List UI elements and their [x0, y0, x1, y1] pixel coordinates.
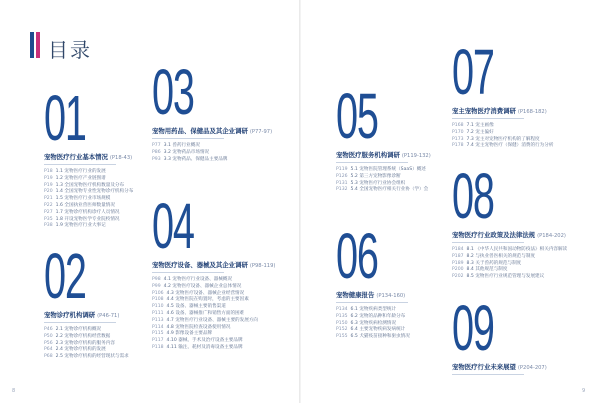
toc-item[interactable]: P68 2.5 宠物诊疗机构的经营现状与需求 [44, 354, 129, 360]
toc-item[interactable]: P155 6.5 犬猫疫苗接种和驱虫情况 [336, 334, 410, 340]
section-05 [336, 80, 431, 194]
toc-item[interactable]: P135 6.2 宠物的品种和年龄分布 [336, 313, 406, 319]
section-heading: 宠物医疗行业基本情况 (P18-43) [44, 153, 133, 161]
section-number: 05 [336, 80, 378, 152]
section-number: 06 [336, 220, 378, 292]
section-heading: 宠物诊疗机构调研 (P46-71) [44, 311, 120, 319]
section-number: 03 [152, 56, 194, 128]
toc-title: 目录 [48, 38, 92, 62]
toc-item[interactable]: P110 4.5 设备、器械主要销售渠道 [152, 304, 226, 310]
section-items [152, 277, 275, 352]
toc-item[interactable]: P19 1.3 全国宠物医疗机构数量及分布 [44, 182, 125, 188]
page-number-left: 8 [12, 388, 16, 394]
heading-rule [452, 242, 524, 243]
section-04 [152, 190, 276, 352]
heading-rule [44, 322, 116, 323]
toc-item[interactable]: P108 4.4 宠物医院在购置时，考虑的主要因素 [152, 297, 249, 303]
toc-item[interactable]: P56 2.3 宠物诊疗机构的服务内容 [44, 340, 115, 346]
section-number: 04 [152, 190, 194, 262]
section-09 [452, 292, 547, 379]
section-heading: 宠物医疗行业未来展望 (P204-207) [452, 363, 547, 371]
toc-item[interactable]: P178 7.4 宠主宠物医疗（保健）消费的行为分析 [452, 143, 554, 149]
toc-item[interactable]: P38 1.9 宠物医疗行业大事记 [44, 223, 106, 229]
toc-item[interactable]: P111 4.6 设备、器械推广和销售方面的困难 [152, 310, 245, 316]
section-01 [44, 82, 134, 230]
section-07 [452, 36, 554, 150]
section-heading: 宠主宠物医疗消费调研 (P168-182) [452, 107, 547, 115]
toc-item[interactable]: P132 5.4 全国宠物医疗相关行业协（学）会 [336, 187, 429, 193]
toc-item[interactable]: P200 8.4 其他规范与制度 [452, 267, 508, 273]
section-06 [336, 220, 410, 341]
toc-item[interactable]: P126 5.2 第三方宠物影像诊断 [336, 173, 401, 179]
toc-item[interactable]: P170 7.2 宠主偏好 [452, 129, 494, 135]
section-number: 01 [44, 82, 86, 154]
toc-item[interactable]: P202 8.5 宠物医疗行业规范管理与发展建议 [452, 274, 545, 280]
section-heading: 宠物用药品、保健品及其企业调研 (P77-97) [152, 127, 273, 135]
section-items [44, 327, 129, 361]
toc-item[interactable]: P22 1.6 全国执业兽医师数量情况 [44, 202, 115, 208]
heading-rule [452, 374, 524, 375]
toc-item[interactable]: P117 4.10 器械、手术及治疗设备主要品牌 [152, 338, 243, 344]
section-items [452, 247, 567, 281]
book-spine [299, 0, 301, 403]
heading-rule [44, 164, 116, 165]
toc-item[interactable]: P150 6.3 宠物疾病检测情况 [336, 320, 397, 326]
heading-rule [336, 162, 408, 163]
page-number-right: 9 [582, 388, 586, 394]
section-08 [452, 160, 568, 281]
toc-item[interactable]: P152 6.4 主要宠物疾病发病统计 [336, 327, 406, 333]
section-heading: 宠物健康报告 (P134-160) [336, 291, 406, 299]
heading-rule [452, 118, 524, 119]
toc-item[interactable]: P168 7.1 宠主画像 [452, 123, 494, 128]
toc-item[interactable]: P20 1.4 全国宠物专业性宠物诊疗机构分布 [44, 189, 134, 195]
toc-item[interactable]: P131 5.3 宠物医疗行业协会组织 [336, 180, 406, 186]
section-items [44, 169, 133, 230]
toc-item[interactable]: P86 3.2 宠物药品市场情况 [152, 149, 210, 155]
toc-item[interactable]: P184 8.1 《中华人民共和国动物防疫法》相关内容解读 [452, 247, 568, 252]
toc-item[interactable]: P114 4.8 宠物医院检查设备使用情况 [152, 324, 231, 330]
toc-item[interactable]: P99 4.2 宠物医疗设备、器械企业总体情况 [152, 283, 242, 289]
section-02 [44, 240, 129, 361]
toc-item[interactable]: P35 1.8 开设宠物医学专业院校情况 [44, 216, 120, 222]
section-heading: 宠物医疗行业政策及法律法规 (P184-202) [452, 231, 566, 239]
toc-item[interactable]: P115 4.9 影像设备主要品牌 [152, 331, 213, 337]
toc-item[interactable]: P19 1.2 宠物医疗产业链图谱 [44, 175, 106, 181]
toc-item[interactable]: P18 1.1 宠物医疗行业的发展 [44, 169, 106, 174]
toc-item[interactable]: P106 4.3 宠物医疗设备、器械企业经营情况 [152, 290, 245, 296]
section-number: 02 [44, 240, 86, 312]
section-03 [152, 56, 273, 163]
section-heading: 宠物医疗设备、器械及其企业调研 (P98-119) [152, 261, 276, 269]
toc-item[interactable]: P93 3.3 宠物药品、保健品主要品牌 [152, 156, 228, 162]
section-number: 08 [452, 160, 494, 232]
section-items [152, 143, 272, 163]
section-number: 09 [452, 292, 494, 364]
title-accent-bar-pink [36, 32, 40, 58]
toc-item[interactable]: P50 2.2 宠物诊疗机构经营数据 [44, 333, 111, 339]
toc-item[interactable]: P134 6.1 宠物疾病类型统计 [336, 307, 397, 312]
toc-item[interactable]: P187 8.2 与执业兽医相关的规范与制度 [452, 253, 536, 259]
section-items [336, 307, 410, 341]
toc-item[interactable]: P27 1.7 宠物诊疗机构诊疗人员情况 [44, 209, 120, 215]
heading-rule [152, 272, 224, 273]
section-items [336, 167, 431, 194]
toc-item[interactable]: P119 5.1 宠物医院管理系统（SaaS）概述 [336, 167, 426, 172]
toc-item[interactable]: P98 4.1 宠物医疗行业设备、器械概况 [152, 277, 233, 282]
section-number: 07 [452, 36, 494, 108]
toc-item[interactable]: P46 2.1 宠物诊疗机构概况 [44, 327, 102, 332]
section-heading: 宠物医疗服务机构调研 (P119-132) [336, 151, 431, 159]
heading-rule [336, 302, 408, 303]
toc-item[interactable]: P173 7.3 宠主对宠物医疗机构的了解程度 [452, 136, 540, 142]
toc-item[interactable]: P189 8.3 关于兽药的规范与制度 [452, 260, 522, 266]
toc-item[interactable]: P118 4.11 输注、耗材及消毒设备主要品牌 [152, 344, 243, 350]
heading-rule [152, 138, 224, 139]
toc-item[interactable]: P113 4.7 宠物医疗行业设备、器械主要的发展方向 [152, 317, 259, 323]
toc-item[interactable]: P77 3.1 兽药行业概况 [152, 143, 200, 148]
title-accent-bar-blue [30, 32, 34, 58]
toc-item[interactable]: P21 1.5 宠物医疗行业市场规模 [44, 196, 111, 202]
toc-item[interactable]: P64 2.4 宠物诊疗机构的发展 [44, 347, 106, 353]
section-items [452, 123, 553, 150]
